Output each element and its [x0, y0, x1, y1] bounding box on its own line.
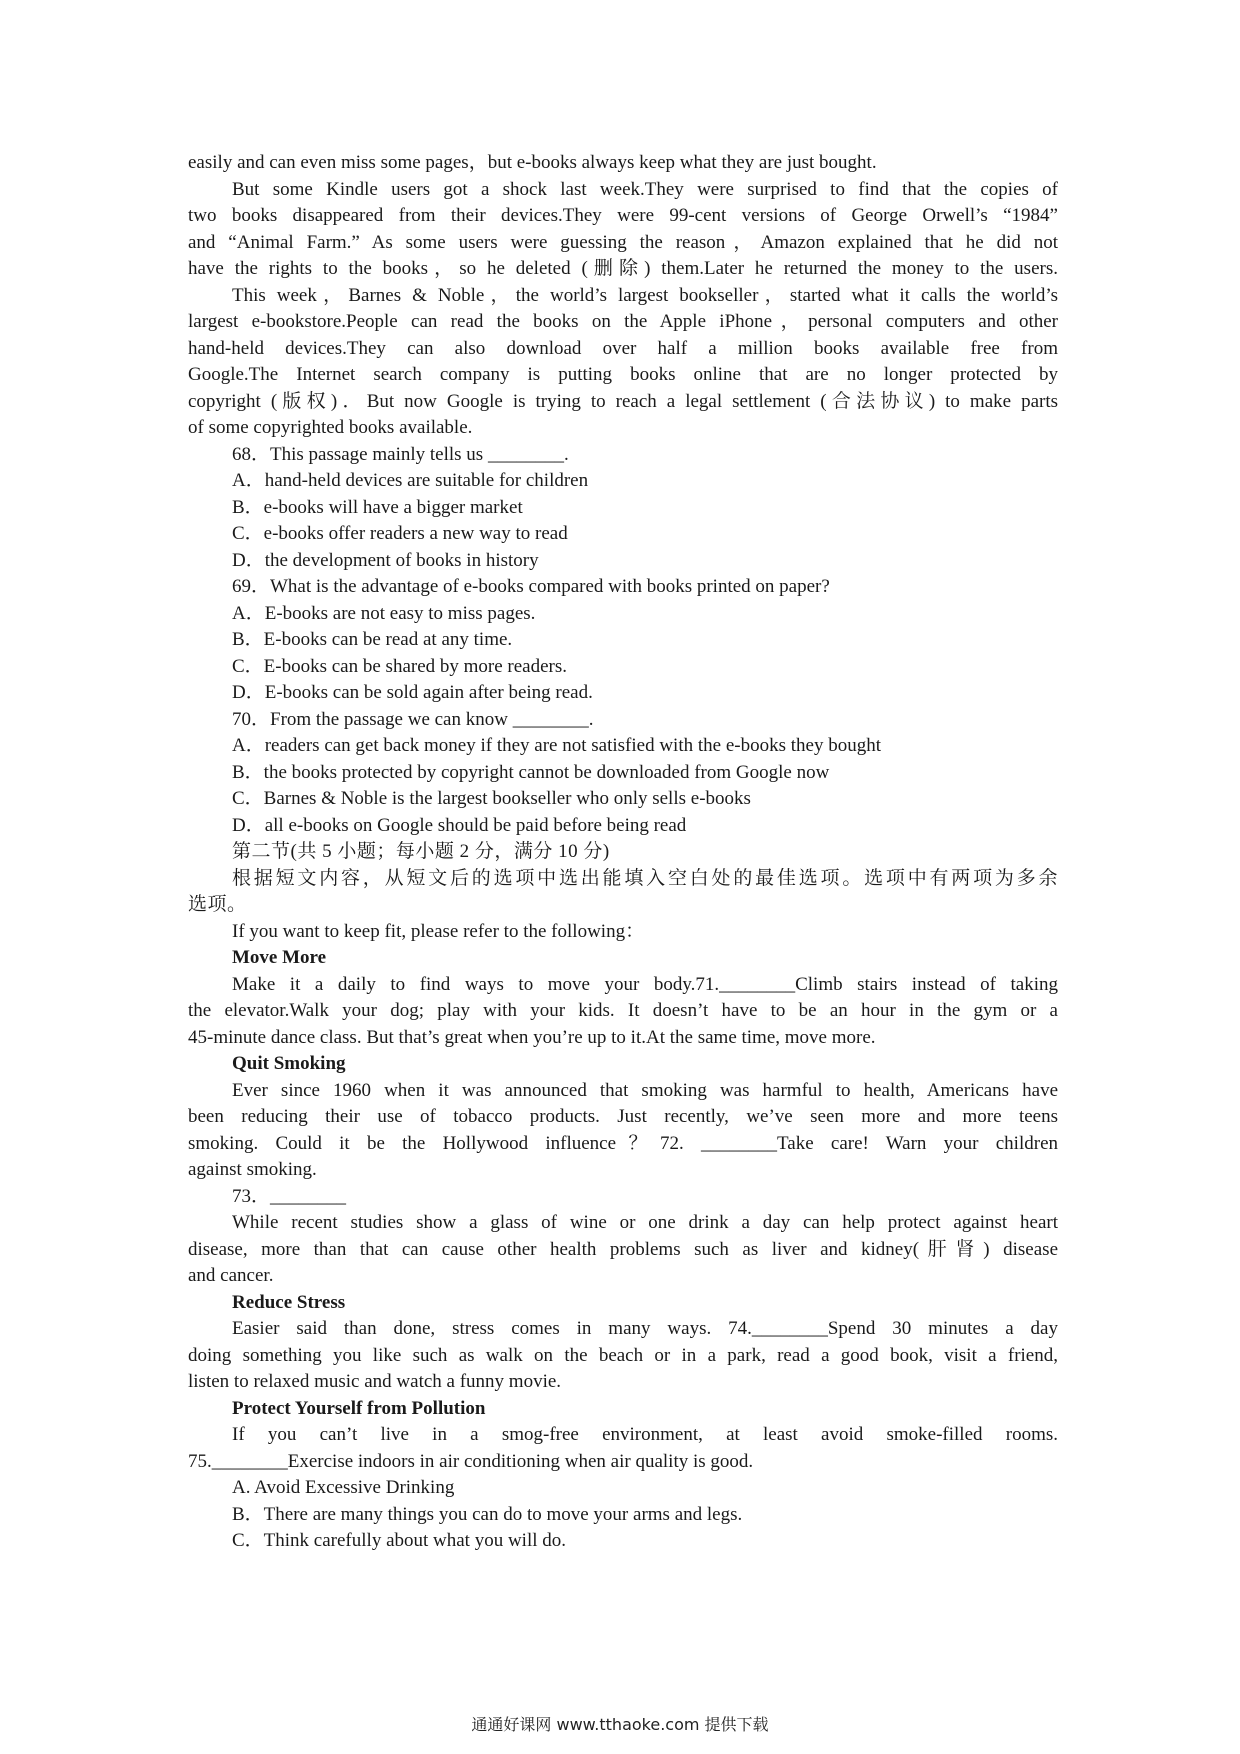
passage-line: of some copyrighted books available. [188, 417, 473, 438]
body-line: doing something you like such as walk on the beach or in a park, read a good book, visit a friend, [188, 1344, 1058, 1366]
body-line: smoking. Could it be the Hollywood influence？72. ________Take care! Warn your children [188, 1132, 1058, 1154]
passage-line: and “Animal Farm.” As some users were guessing the reason，Amazon explained that he did not [188, 231, 1058, 253]
answer-option: A．hand-held devices are suitable for children [232, 470, 589, 491]
blank-73-label: 73．________ [232, 1185, 347, 1207]
body-line: been reducing their use of tobacco products. Just recently, we’ve seen more and more teens [188, 1106, 1058, 1127]
body-line: 45-minute dance class. But that’s great when you’re up to it.At the same time, move more. [188, 1026, 876, 1048]
body-line: and cancer. [188, 1265, 274, 1286]
answer-option: C．Barnes & Noble is the largest bookseller who only sells e-books [232, 788, 751, 809]
body-line: Make it a daily to find ways to move your body.71.________Climb stairs instead of taking [232, 973, 1058, 995]
answer-option: B．the books protected by copyright cannot be downloaded from Google now [232, 761, 830, 783]
passage-line: copyright (版权)．But now Google is trying to reach a legal settlement (合法协议) to make parts [188, 390, 1058, 412]
passage-line: hand-held devices.They can also download over half a million books available free from [188, 337, 1058, 359]
answer-option: A．E-books are not easy to miss pages. [232, 602, 536, 624]
body-line: While recent studies show a glass of wine or one drink a day can help protect against heart [232, 1212, 1058, 1233]
intro-line: If you want to keep fit, please refer to the following： [232, 920, 645, 942]
answer-option: D．all e-books on Google should be paid before being read [232, 814, 687, 836]
question-stem: 68．This passage mainly tells us ________. [232, 443, 569, 465]
answer-option: A．readers can get back money if they are not satisfied with the e-books they bought [232, 735, 881, 756]
body-line: Ever since 1960 when it was announced that smoking was harmful to health, Americans have [232, 1079, 1058, 1101]
body-line: the elevator.Walk your dog; play with your kids. It doesn’t have to be an hour in the gym or a [188, 1000, 1058, 1021]
answer-option: D．the development of books in history [232, 549, 539, 571]
document-page [188, 150, 1058, 1555]
passage-line: two books disappeared from their devices.They were 99-cent versions of George Orwell’s “1984” [188, 205, 1058, 226]
heading-pollution: Protect Yourself from Pollution [232, 1397, 486, 1419]
heading-quit-smoking: Quit Smoking [232, 1053, 346, 1074]
answer-option: C．Think carefully about what you will do. [232, 1530, 567, 1551]
answer-option: A. Avoid Excessive Drinking [232, 1477, 455, 1498]
question-stem: 70．From the passage we can know ________. [232, 708, 594, 730]
answer-option: B．e-books will have a bigger market [232, 496, 523, 518]
passage-line: have the rights to the books，so he deleted (删除) them.Later he returned the money to the users. [188, 258, 1058, 279]
heading-reduce-stress: Reduce Stress [232, 1291, 346, 1313]
passage-line: largest e-bookstore.People can read the books on the Apple iPhone，personal computers and other [188, 311, 1058, 332]
heading-move-more: Move More [232, 947, 327, 968]
section-instruction: 选项。 [188, 894, 247, 915]
body-line: against smoking. [188, 1159, 317, 1180]
question-stem: 69．What is the advantage of e-books compared with books printed on paper? [232, 576, 830, 597]
body-line: disease, more than that can cause other health problems such as liver and kidney(肝肾) disease [188, 1238, 1058, 1260]
page-footer: 通通好课网 www.tthaoke.com 提供下载 [471, 1715, 769, 1734]
body-line: If you can’t live in a smog-free environment, at least avoid smoke-filled rooms. [232, 1424, 1058, 1445]
section-title: 第二节(共 5 小题；每小题 2 分，满分 10 分) [232, 841, 610, 862]
answer-option: B．E-books can be read at any time. [232, 629, 513, 650]
passage-line: This week，Barnes & Noble，the world’s largest bookseller，started what it calls the world’s [232, 284, 1058, 306]
section-instruction: 根据短文内容，从短文后的选项中选出能填入空白处的最佳选项。选项中有两项为多余 [232, 867, 1058, 889]
answer-option: D．E-books can be sold again after being read. [232, 682, 593, 703]
passage-line: But some Kindle users got a shock last week.They were surprised to find that the copies of [232, 178, 1058, 200]
passage-line: easily and can even miss some pages，but e-books always keep what they are just bought. [188, 152, 877, 173]
body-line: 75.________Exercise indoors in air conditioning when air quality is good. [188, 1450, 754, 1472]
body-line: Easier said than done, stress comes in many ways. 74.________Spend 30 minutes a day [232, 1318, 1058, 1339]
passage-line: Google.The Internet search company is putting books online that are no longer protected by [188, 364, 1058, 385]
answer-option: B．There are many things you can do to move your arms and legs. [232, 1503, 743, 1525]
answer-option: C．e-books offer readers a new way to read [232, 523, 568, 544]
answer-option: C．E-books can be shared by more readers. [232, 655, 568, 677]
body-line: listen to relaxed music and watch a funny movie. [188, 1371, 562, 1392]
